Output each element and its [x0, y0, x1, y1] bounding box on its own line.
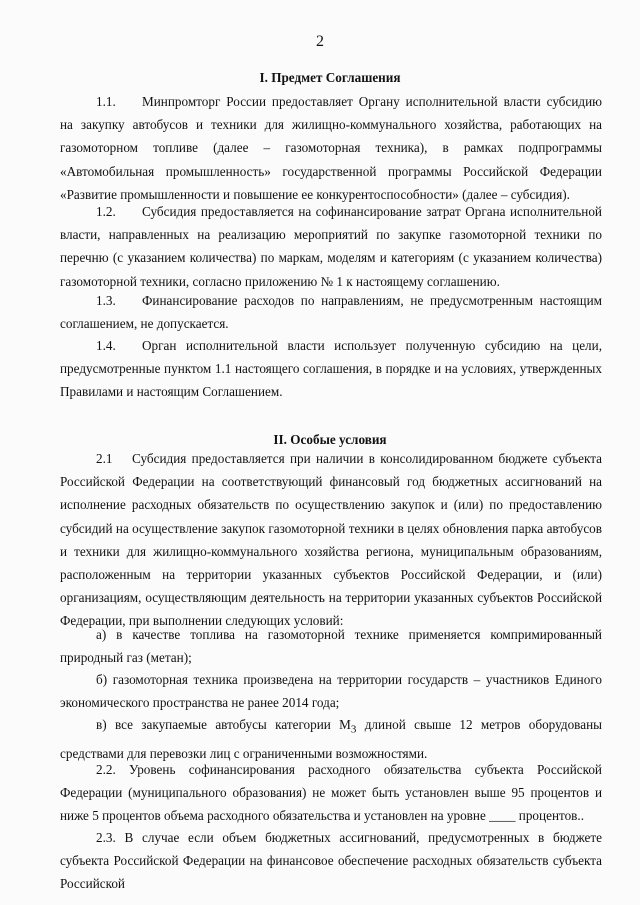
- clause-number: 1.4.: [96, 338, 116, 353]
- clause-text: Субсидия предоставляется на софинансирование затрат Органа исполнительной власти, направленных на реализацию мероприятий по закупке газомоторной техники по перечню (с указанием количества) по маркам, моделям и категориям (с указанием количества) газомоторной техники, согласно приложению № 1 к настоящему соглашению.: [60, 204, 602, 289]
- clause-2-2: 2.2. Уровень софинансирования расходного обязательства субъекта Российской Федерации (муниципального образования) не может быть установлен выше 95 процентов и ниже 5 процентов объема расходного обязательства и установлен на уровне ____ процентов..: [60, 762, 602, 824]
- clause-1-4: [60, 334, 602, 404]
- clause-1-1: [60, 90, 602, 206]
- clause-text: Субсидия предоставляется при наличии в консолидированном бюджете субъекта Российской Федерации на соответствующий финансовый год бюджетных ассигнований на исполнение расходных обязательств по осуществлению закупок и (или) по предоставлению субсидий на осуществление закупок газомоторной техники в целях обновления парка автобусов и техники для жилищно-коммунального хозяйства региона, муниципальным образованиям, расположенным на территории указанных субъектов Российской Федерации, и (или) организациям, осуществляющим деятельность на территории указанных субъектов Российской Федерации, при выполнении следующих условий:: [60, 451, 602, 629]
- clause-number: 1.3.: [96, 293, 116, 308]
- condition-a: а) в качестве топлива на газомоторной технике применяется компримированный природный газ (метан);: [60, 627, 602, 666]
- section-1-heading: I. Предмет Соглашения: [259, 70, 401, 85]
- clause-2-3: 2.3. В случае если объем бюджетных ассигнований, предусмотренных в бюджете субъекта Российской Федерации на финансовое обеспечение расходных обязательств субъекта Российской: [60, 830, 602, 892]
- clause-number: 1.1.: [96, 94, 116, 109]
- condition-b: б) газомоторная техника произведена на территории государств – участников Единого экономического пространства не ранее 2014 года;: [60, 672, 602, 711]
- clause-text: Орган исполнительной власти использует полученную субсидию на цели, предусмотренные пунктом 1.1 настоящего соглашения, в порядке и на условиях, утвержденных Правилами и настоящим Соглашением.: [60, 338, 602, 400]
- section-2-heading: II. Особые условия: [273, 432, 387, 447]
- clause-number: 1.2.: [96, 204, 116, 219]
- clause-text: Минпромторг России предоставляет Органу исполнительной власти субсидию на закупку автобусов и техники для жилищно-коммунального хозяйства, работающих на газомоторном топливе (далее – газомоторная техника), в рамках подпрограммы «Автомобильная промышленность» государственной программы Российской Федерации «Развитие промышленности и повышение ее конкурентоспособности» (далее – субсидия).: [60, 94, 602, 202]
- clause-text: Финансирование расходов по направлениям, не предусмотренным настоящим соглашением, не допускается.: [60, 293, 602, 332]
- clause-2-1: [60, 447, 602, 633]
- clause-number: 2.1: [96, 451, 113, 466]
- clause-1-2: [60, 200, 602, 293]
- clause-1-3: [60, 289, 602, 335]
- page-number: 2: [316, 33, 324, 50]
- condition-v: в) все закупаемые автобусы категории $М_3$ длиной свыше 12 метров оборудованы средствами для перевозки лиц с ограниченными возможностями.: [60, 717, 602, 761]
- category-subscript: 3: [350, 723, 357, 736]
